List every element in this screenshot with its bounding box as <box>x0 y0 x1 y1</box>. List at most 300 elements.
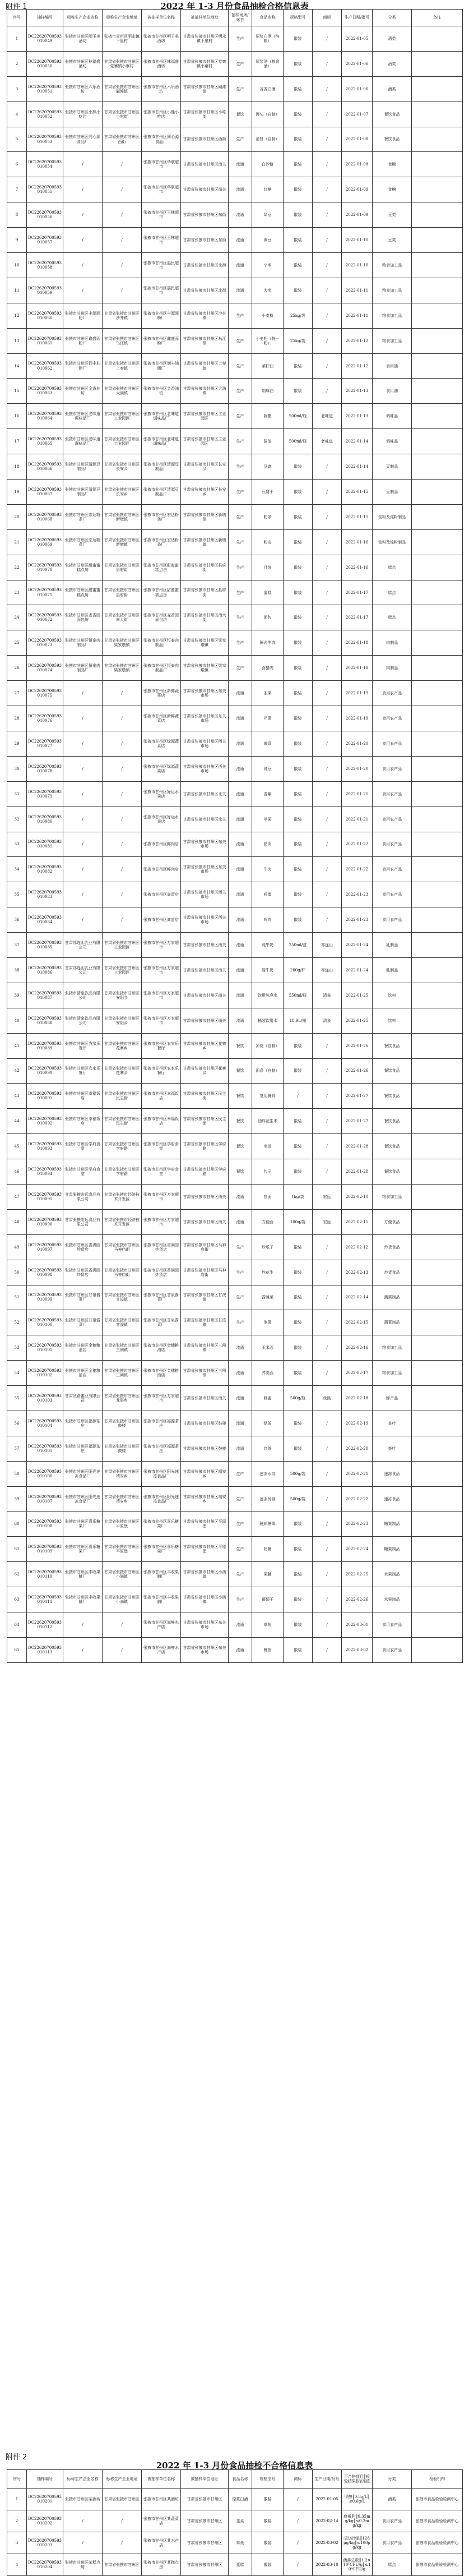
cell-date: 2022-01-24 <box>342 957 373 983</box>
table-row <box>7 76 463 102</box>
cell-note <box>412 253 463 278</box>
cell-place: 流通 <box>229 681 252 706</box>
cell-no: 50 <box>7 1260 27 1285</box>
table-row <box>7 857 463 882</box>
cell-paddr: 甘肃省张掖市甘州区梁家墩镇 <box>103 656 142 681</box>
cell-date: 2022-02-25 <box>342 1562 373 1587</box>
cell-spec: 散装 <box>284 656 313 681</box>
cell-seller: 张掖市甘州区新鲜蔬菜店 <box>142 706 181 731</box>
cell-cat: 粮食加工品 <box>373 328 412 353</box>
cell-paddr: / <box>103 756 142 781</box>
cell-note <box>412 580 463 605</box>
cell-seller: 张掖市甘州区宏达粉条厂 <box>142 529 181 555</box>
cell-date: 2022-02-14 <box>313 2510 342 2532</box>
cell-paddr: / <box>103 907 142 933</box>
cell-cat: 食用农产品 <box>373 731 412 756</box>
cell-seller: 张掖市甘州区甘泉酱菜厂 <box>142 1285 181 1310</box>
table-row <box>7 1461 463 1486</box>
cell-producer: 张掖市甘州区金穗粮油店 <box>63 1361 103 1386</box>
cell-date: 2022-02-10 <box>342 1184 373 1209</box>
cell-code: DC22620700593010093 <box>27 1134 63 1159</box>
cell-producer: 张掖市甘州区香满园炒货店 <box>63 1260 103 1285</box>
cell-brand: / <box>313 681 342 706</box>
cell-saddr: 甘肃省张掖市甘州区小满镇 <box>181 1562 229 1587</box>
table-row <box>7 656 463 681</box>
cell-code: DC22620700593010099 <box>27 1285 63 1310</box>
cell-food: 复用餐具 <box>252 1084 284 1109</box>
cell-brand: / <box>313 630 342 656</box>
cell-date: 2022-01-06 <box>342 51 373 76</box>
cell-seller: 张掖市甘州区华联超市 <box>142 152 181 177</box>
cell-code: DC22620700593010201 <box>27 2489 63 2510</box>
cell-seller: 张掖市甘州区甜蜜蜜糕点房 <box>142 580 181 605</box>
cell-food: 馒头（自制） <box>252 102 284 127</box>
cell-producer: 张掖市甘州区明玉美酒坊 <box>63 26 103 52</box>
cell-note <box>412 1486 463 1512</box>
cell-producer: 张掖市甘州区鑫盛面粉厂 <box>63 328 103 353</box>
cell-place: 流通 <box>229 1386 252 1411</box>
cell-brand: / <box>313 228 342 253</box>
cell-paddr: 甘肃省张掖市甘州区甘浚镇 <box>103 1310 142 1335</box>
table-row <box>7 1335 463 1361</box>
cell-code: DC22620700593010088 <box>27 1008 63 1033</box>
cell-saddr: 甘肃省张掖市甘州区平原堡 <box>181 1512 229 1537</box>
cell-note <box>412 983 463 1008</box>
table-row <box>7 1209 463 1234</box>
cell-spec: 散装 <box>284 1537 313 1562</box>
cell-cat: 肉制品 <box>373 630 412 656</box>
cell-food: 香蕉 <box>252 781 284 807</box>
cell-note <box>412 731 463 756</box>
cell-paddr: 甘肃省张掖市甘州区南大街 <box>103 605 142 630</box>
cell-seller: 张掖市甘州区明玉美酒坊 <box>142 26 181 52</box>
cell-seller: 张掖市甘州区喜乐糖果厂 <box>142 1537 181 1562</box>
table-row <box>7 781 463 807</box>
cell-food: 包子 <box>252 1159 284 1185</box>
cell-no: 43 <box>7 1084 27 1109</box>
cell-no: 35 <box>7 882 27 907</box>
column-header: 抽样编号 <box>27 10 63 26</box>
table-row <box>7 1033 463 1058</box>
cell-spec: 散装 <box>284 731 313 756</box>
cell-date: 2022-03-01 <box>342 1612 373 1638</box>
cell-note <box>412 228 463 253</box>
cell-food: 酸牛奶 <box>252 957 284 983</box>
cell-no: 60 <box>7 1512 27 1537</box>
cell-no: 62 <box>7 1562 27 1587</box>
cell-note <box>412 656 463 681</box>
cell-food: 葡萄干 <box>252 1587 284 1612</box>
cell-spec: 散装 <box>284 1234 313 1260</box>
cell-paddr: 甘肃省张掖市甘州区小吃街 <box>103 102 142 127</box>
table-row <box>7 2554 463 2576</box>
cell-producer: 张掖市甘州区学府食堂 <box>63 1134 103 1159</box>
cell-no: 39 <box>7 983 27 1008</box>
cell-cat: 食用农产品 <box>373 781 412 807</box>
cell-paddr: / <box>103 781 142 807</box>
cell-spec: 散装 <box>284 379 313 404</box>
cell-brand: 祁连山 <box>313 933 342 958</box>
table-row <box>7 807 463 832</box>
cell-no: 61 <box>7 1537 27 1562</box>
cell-note <box>412 1512 463 1537</box>
cell-saddr: 甘肃省张掖市甘州区梁家墩镇 <box>181 630 229 656</box>
cell-brand: / <box>284 2489 313 2510</box>
table-row <box>7 580 463 605</box>
cell-note <box>412 1109 463 1134</box>
cell-food: 豆腐干 <box>252 480 284 505</box>
cell-food: 粉条 <box>252 504 284 529</box>
cell-saddr: 甘肃省张掖市甘州区新墩镇 <box>181 529 229 555</box>
cell-spec: 散装 <box>284 681 313 706</box>
cell-paddr: 甘肃省张掖市甘州区平原堡 <box>103 1537 142 1562</box>
cell-code: DC22620700593010077 <box>27 731 63 756</box>
cell-producer: / <box>63 731 103 756</box>
cell-note <box>412 882 463 907</box>
cell-date: 2022-01-25 <box>342 1008 373 1033</box>
cell-place: 流通 <box>229 832 252 857</box>
cell-seller: 张掖市甘州区金香油坊 <box>142 379 181 404</box>
cell-code: DC22620700593010056 <box>27 202 63 228</box>
cell-seller: 张掖市甘州区鲜肉店 <box>142 857 181 882</box>
cell-code: DC22620700593010078 <box>27 756 63 781</box>
cell-food: 原浆白酒（纯粮） <box>252 26 284 52</box>
column-header: 食品名称 <box>229 2470 252 2489</box>
cell-code: DC22620700593010091 <box>27 1084 63 1109</box>
cell-cat: 调味品 <box>373 429 412 454</box>
cell-code: DC22620700593010086 <box>27 957 63 983</box>
cell-seller: 张掖市甘州区幸福饭店 <box>142 1109 181 1134</box>
cell-spec: 散装 <box>284 1612 313 1638</box>
cell-date: 2022-02-17 <box>342 1361 373 1386</box>
cell-brand: / <box>313 1612 342 1638</box>
cell-note <box>412 51 463 76</box>
cell-date: 2022-03-10 <box>313 2554 342 2576</box>
cell-spec: 散装 <box>284 1638 313 1663</box>
cell-brand: / <box>313 454 342 480</box>
column-header: 抽样场所/环节 <box>229 10 252 26</box>
cell-note <box>412 957 463 983</box>
cell-seller: 张掖市甘州区小熊小吃店 <box>142 102 181 127</box>
cell-producer: / <box>63 832 103 857</box>
cell-brand: / <box>313 1512 342 1537</box>
column-header: 生产日期/批号 <box>342 10 373 26</box>
cell-spec: 散装 <box>284 278 313 303</box>
cell-place: 流通 <box>229 957 252 983</box>
cell-place: 生产 <box>229 1461 252 1486</box>
cell-note <box>412 1033 463 1058</box>
cell-date: 2022-01-11 <box>342 278 373 303</box>
cell-place: 流通 <box>229 731 252 756</box>
cell-spec: 散装 <box>284 504 313 529</box>
cell-seller: 张掖市甘州区绿源蔬菜店 <box>142 731 181 756</box>
cell-code: DC22620700593010101 <box>27 1335 63 1361</box>
cell-saddr: 甘肃省张掖市甘州区南关 <box>181 983 229 1008</box>
cell-saddr: 甘肃省张掖市甘州区西关市场 <box>181 731 229 756</box>
cell-saddr: 甘肃省张掖市甘州区东关市场 <box>181 857 229 882</box>
cell-place: 餐饮 <box>229 1058 252 1084</box>
cell-no: 17 <box>7 429 27 454</box>
cell-no: 46 <box>7 1159 27 1185</box>
cell-brand: 宏远 <box>313 1184 342 1209</box>
cell-producer: 张掖市甘州区恒泰肉制品厂 <box>63 630 103 656</box>
cell-note <box>412 1310 463 1335</box>
cell-place: 流通 <box>229 807 252 832</box>
table-row <box>7 480 463 505</box>
cell-brand: / <box>313 1285 342 1310</box>
cell-seller: 张掖市甘州区香满园炒货店 <box>142 1260 181 1285</box>
cell-seller: 张掖市甘州区万家超市 <box>142 983 181 1008</box>
cell-no: 6 <box>7 152 27 177</box>
cell-saddr: 甘肃省张掖市甘州区北街 <box>181 253 229 278</box>
cell-cat: 食用农产品 <box>373 681 412 706</box>
cell-seller: 张掖市甘州区玉林超市 <box>142 228 181 253</box>
table-row <box>7 429 463 454</box>
cell-place: 流通 <box>229 933 252 958</box>
cell-place: 流通 <box>229 907 252 933</box>
cell-no: 44 <box>7 1109 27 1134</box>
cell-no: 37 <box>7 933 27 958</box>
cell-food: 面包 <box>252 605 284 630</box>
cell-seller: 张掖市甘州区六乐酒坊 <box>142 76 181 102</box>
cell-seller: 张掖市甘州区麦香园面包坊 <box>142 605 181 630</box>
table-row <box>7 1386 463 1411</box>
cell-cat: 酒类 <box>373 51 412 76</box>
cell-note <box>412 353 463 379</box>
cell-note <box>412 76 463 102</box>
cell-producer: 张掖市甘州区甘泉酱菜厂 <box>63 1310 103 1335</box>
cell-seller: 张掖市甘州区学府食堂 <box>142 1159 181 1185</box>
cell-producer: 张掖市甘州区同心源食品厂 <box>63 127 103 152</box>
cell-saddr: 甘肃省张掖市甘州区靖安乡 <box>181 1461 229 1486</box>
cell-place: 生产 <box>229 1234 252 1260</box>
column-header: 规格型号 <box>252 2470 284 2489</box>
table-header-row <box>7 2470 463 2489</box>
cell-paddr: 甘肃省张掖市经济技术开发区 <box>103 1209 142 1234</box>
cell-no: 4 <box>7 102 27 127</box>
cell-food: 韭菜 <box>229 2510 252 2532</box>
table-row <box>7 1436 463 1461</box>
cell-place: 生产 <box>229 1512 252 1537</box>
cell-no: 16 <box>7 404 27 429</box>
cell-date: 2022-01-14 <box>342 454 373 480</box>
cell-no: 10 <box>7 253 27 278</box>
cell-spec: 散装 <box>284 253 313 278</box>
cell-saddr: 甘肃省张掖市甘州区东关市场 <box>181 681 229 706</box>
table-row <box>7 278 463 303</box>
cell-note <box>412 1234 463 1260</box>
cell-producer: 张掖市甘州区喜乐糖果厂 <box>63 1537 103 1562</box>
cell-spec: 散装 <box>284 605 313 630</box>
column-header: 被抽样单位名称 <box>142 2470 181 2489</box>
cell-seller: 张掖市甘州区丰源面粉厂 <box>142 303 181 328</box>
cell-spec: 散装 <box>284 882 313 907</box>
cell-date: 2022-02-12 <box>342 1234 373 1260</box>
cell-brand: 清泉 <box>313 983 342 1008</box>
cell-spec: 500g/袋 <box>284 1486 313 1512</box>
cell-no: 38 <box>7 957 27 983</box>
cell-food: 菜籽油 <box>252 353 284 379</box>
cell-place: 流通 <box>229 1436 252 1461</box>
cell-no: 4 <box>7 2554 27 2576</box>
cell-paddr: / <box>103 681 142 706</box>
cell-cat: 豆类 <box>373 202 412 228</box>
cell-paddr: 甘肃省张掖市甘州区党寨镇小寨村 <box>103 51 142 76</box>
cell-paddr: 甘肃省张掖市甘州区工业园区 <box>103 429 142 454</box>
cell-brand: / <box>313 1537 342 1562</box>
cell-date: 2022-01-08 <box>342 152 373 177</box>
cell-date: 2022-01-27 <box>342 1084 373 1109</box>
cell-brand: / <box>313 1033 342 1058</box>
cell-spec: 散装 <box>284 706 313 731</box>
cell-seller: 张掖市甘州区阳光速冻食品厂 <box>142 1486 181 1512</box>
cell-paddr: 甘肃省张掖市甘州区鼓楼 <box>103 1411 142 1436</box>
cell-producer: 张掖市甘州区老味道调味品厂 <box>63 404 103 429</box>
cell-food: 猪肉 <box>252 832 284 857</box>
cell-note <box>412 379 463 404</box>
table-row <box>7 529 463 555</box>
cell-paddr: / <box>103 2532 142 2554</box>
cell-saddr: 甘肃省张掖市甘州区东街 <box>181 228 229 253</box>
cell-place: 餐饮 <box>229 1109 252 1134</box>
cell-date: 2022-02-20 <box>342 1436 373 1461</box>
cell-producer: / <box>63 202 103 228</box>
cell-cat: 糖果制品 <box>373 1512 412 1537</box>
cell-place: 流通 <box>229 983 252 1008</box>
cell-code: DC22620700593010096 <box>27 1209 63 1234</box>
cell-food: 卤猪肉 <box>252 656 284 681</box>
cell-food: 速冻水饺 <box>252 1461 284 1486</box>
cell-cat: 食用农产品 <box>373 907 412 933</box>
cell-saddr: 甘肃省张掖市甘州区南关 <box>181 1386 229 1411</box>
cell-spec: 散装 <box>284 480 313 505</box>
cell-producer: 张掖市甘州区甘泉酱菜厂 <box>63 1285 103 1310</box>
cell-note <box>412 555 463 580</box>
cell-no: 7 <box>7 177 27 202</box>
cell-spec: 500g/瓶 <box>284 1386 313 1411</box>
cell-place: 生产 <box>229 429 252 454</box>
cell-seller: 张掖市甘州区金穗粮油店 <box>142 1361 181 1386</box>
cell-place: 生产 <box>229 1260 252 1285</box>
column-header: 标称生产企业地址 <box>103 10 142 26</box>
cell-no: 59 <box>7 1486 27 1512</box>
cell-place: 生产 <box>229 656 252 681</box>
cell-place: 流通 <box>229 1361 252 1386</box>
cell-date: 2022-01-28 <box>342 1134 373 1159</box>
cell-paddr: / <box>103 832 142 857</box>
cell-paddr: 甘肃省张掖市甘州区平原堡 <box>103 1512 142 1537</box>
attachment-2-title: 2022 年 1-3 月份食品抽检不合格信息表 <box>156 2460 313 2471</box>
table-row <box>7 681 463 706</box>
cell-brand: / <box>313 605 342 630</box>
cell-paddr: 甘肃省张掖市甘州区学府路 <box>103 1134 142 1159</box>
cell-place: 生产 <box>229 580 252 605</box>
cell-brand: / <box>313 1260 342 1285</box>
cell-spec: 散装 <box>284 1587 313 1612</box>
cell-producer: / <box>63 253 103 278</box>
cell-seller: 张掖市甘州区某蔬菜店 <box>142 2510 181 2532</box>
cell-paddr: 甘肃省张掖市甘州区沙井镇 <box>103 303 142 328</box>
cell-code: DC22620700593010113 <box>27 1638 63 1663</box>
cell-brand: / <box>313 1436 342 1461</box>
cell-food: 白砂糖 <box>252 152 284 177</box>
cell-spec: 200g/杯 <box>284 957 313 983</box>
column-header: 食品名称 <box>252 10 284 26</box>
cell-producer: / <box>63 706 103 731</box>
cell-producer: 张掖市甘州区润丰油脂厂 <box>63 353 103 379</box>
cell-code: DC22620700593010055 <box>27 177 63 202</box>
cell-spec: 散装 <box>284 454 313 480</box>
cell-cat: 水果制品 <box>373 1562 412 1587</box>
cell-place: 流通 <box>229 1184 252 1209</box>
cell-seller: 张掖市甘州区禽蛋店 <box>142 882 181 907</box>
cell-brand: / <box>313 480 342 505</box>
cell-brand: / <box>313 1159 342 1185</box>
cell-date: 2022-02-21 <box>342 1461 373 1486</box>
cell-seller: 张掖市甘州区林福盛酒坊 <box>142 51 181 76</box>
cell-paddr: 甘肃省张掖市甘州区学府路 <box>103 1159 142 1185</box>
cell-food: 小麦粉（特一粉） <box>252 328 284 353</box>
cell-note <box>412 907 463 933</box>
column-header: 抽样编号 <box>27 2470 63 2489</box>
cell-food: 凉皮（自制） <box>252 1033 284 1058</box>
cell-no: 40 <box>7 1008 27 1033</box>
cell-place: 流通 <box>229 1638 252 1663</box>
cell-code: DC22620700593010066 <box>27 454 63 480</box>
cell-note <box>412 102 463 127</box>
table-row <box>7 1486 463 1512</box>
cell-no: 9 <box>7 228 27 253</box>
table-row <box>7 1084 463 1109</box>
cell-date: 2022-01-23 <box>342 907 373 933</box>
cell-seller: 张掖市甘州区福源茶庄 <box>142 1436 181 1461</box>
cell-paddr: 甘肃省张掖市甘州区花寨乡 <box>103 1058 142 1084</box>
cell-place: 生产 <box>229 328 252 353</box>
cell-spec: 散装 <box>284 529 313 555</box>
cell-cat: 饮料 <box>373 1008 412 1033</box>
cell-no: 52 <box>7 1310 27 1335</box>
cell-paddr: / <box>103 278 142 303</box>
table-row <box>7 1058 463 1084</box>
cell-spec: 散装 <box>284 555 313 580</box>
column-header: 标称生产企业名称 <box>63 10 103 26</box>
table-row <box>7 2532 463 2554</box>
cell-cat: 方便食品 <box>373 1209 412 1234</box>
cell-paddr: / <box>103 706 142 731</box>
cell-code: DC22620700593010204 <box>27 2554 63 2576</box>
cell-producer: 张掖市甘州区小熊小吃店 <box>63 102 103 127</box>
cell-paddr: 甘肃省张掖市甘州区民主街 <box>103 1109 142 1134</box>
cell-paddr: 甘肃省张掖市甘州区鼓楼 <box>103 1436 142 1461</box>
cell-no: 23 <box>7 580 27 605</box>
table-row <box>7 907 463 933</box>
cell-food: 谷香白酒 <box>252 76 284 102</box>
cell-saddr: 甘肃省张掖市甘州区南大街 <box>181 605 229 630</box>
cell-saddr: 甘肃省张掖市甘州区花寨乡 <box>181 1033 229 1058</box>
cell-paddr: 甘肃省张掖市甘州区上秦镇 <box>103 353 142 379</box>
cell-place: 流通 <box>229 202 252 228</box>
cell-paddr: 甘肃省张掖市甘州区梁家墩镇 <box>103 630 142 656</box>
cell-seller: 张掖市甘州区学府食堂 <box>142 1134 181 1159</box>
cell-food: 蛋糕 <box>229 2554 252 2576</box>
cell-code: DC22620700593010109 <box>27 1537 63 1562</box>
table-row <box>7 379 463 404</box>
table-row <box>7 152 463 177</box>
cell-spec: 散装 <box>284 1335 313 1361</box>
cell-seller: 张掖市甘州区润丰油脂厂 <box>142 353 181 379</box>
cell-paddr: 张掖市甘州区明永镇下崖村 <box>103 26 142 52</box>
cell-food: 小米 <box>252 253 284 278</box>
